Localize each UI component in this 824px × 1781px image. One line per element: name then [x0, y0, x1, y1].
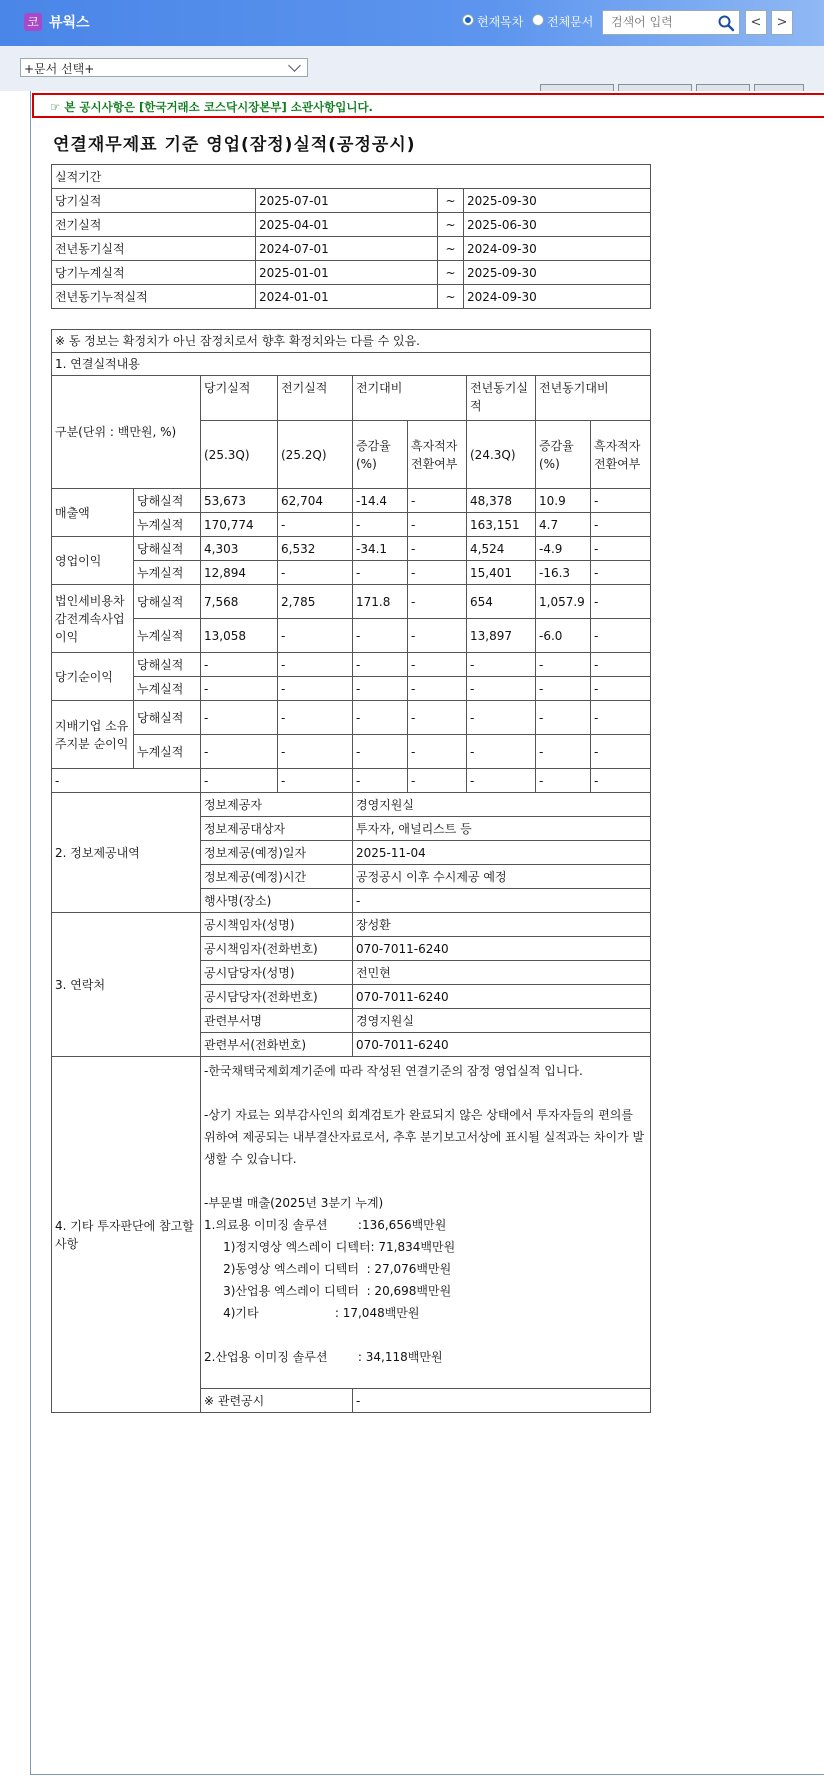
period-table-header: 실적기간: [52, 165, 651, 189]
app-title: 뷰웍스: [49, 15, 90, 31]
scope-current-radio[interactable]: [462, 14, 474, 26]
table-row: 당기순이익 당해실적 - - - - - - -: [52, 653, 651, 677]
page-title: 연결재무제표 기준 영업(잠정)실적(공정공시): [53, 135, 416, 155]
table-row: [52, 1057, 651, 1389]
scope-current-label[interactable]: 현재목차: [477, 15, 524, 29]
unit-header: 구분(단위 : 백만원, %): [52, 376, 201, 489]
table-row: 전기실적 2025-04-01 ~ 2025-06-30: [52, 213, 651, 237]
app-logo-icon: 코: [24, 13, 42, 31]
top-bar: [0, 0, 824, 46]
notice-banner: [32, 93, 824, 118]
table-row: 관련부서(전화번호) 070-7011-6240: [52, 1033, 651, 1057]
table-row: 누계실적 - - - - - - -: [52, 735, 651, 769]
scope-all-label[interactable]: 전체문서: [547, 15, 594, 29]
notice-text: ☞ 본 공시사항은 [한국거래소 코스닥시장본부] 소관사항입니다.: [50, 100, 373, 114]
table-row: 전년동기누적실적 2024-01-01 ~ 2024-09-30: [52, 285, 651, 309]
table-row: 2. 정보제공내역 정보제공자 경영지원실: [52, 793, 651, 817]
table-row: 공시담당자(전화번호) 070-7011-6240: [52, 985, 651, 1009]
disclaimer: ※ 동 정보는 확정치가 아닌 잠정치로서 향후 확정치와는 다를 수 있음.: [52, 330, 651, 353]
table-row: 당기실적 2025-07-01 ~ 2025-09-30: [52, 189, 651, 213]
table-row: 매출액 당해실적 53,673 62,704 -14.4 - 48,378 10.9 -: [52, 489, 651, 513]
results-table: ※ 동 정보는 확정치가 아닌 잠정치로서 향후 확정치와는 다를 수 있음. 1. 연결실적내용 구분(단위 : 백만원, %) 당기실적 전기실적 전기대비 전년동기실적 전년동기대비 (25.3Q) (25.2Q) 증감율(%) 흑자적자전환여부 (24.3Q) 증감율(%) 흑자적자전환여부 매출액 당해실적 53,673 62,704 -14.4 - 48,378 10.9 - 누계실적 170,774 - - - 163,151 4.7 - 영업이익 당해실적 4,303 6,532 -34.1 - 4,524 -4.9 - 누계실적 12,894 - - - 15,401 -16.3 - 법인세비용차감전계속사업이익 당해실적 7,568 2,785 171.8 - 654 1,057.9 - 누계실적 13,058 - - - 13,897 -6.0 - 당기순이익 당해실적 - - - - - - - 누계실적 - - - - - - - 지배기업 소유주지분 순이익 당해실적 - - - - - - - 누계실적 - - - - - - - - - - - - - - - 2. 정보제공내역 정보제공자 경영지원실 정보제공대상자 투자자, 애널리스트 등 정보제공(예정)일자 2025-11-04 정보제공(예정)시간 공정공시 이후 수시제공 예정 행사명(장소) - 3. 연락처 공시책임자(성명) 장성환 공시책임자(전화번호) 070-7011-6240 공시담당자(성명) 전민현 공시담당자(전화번호) 070-7011-6240 관련부서명 경영지원실 관련부서(전화번호) 070-7011-6240 4. 기타 투자판단에 참고할 사항 -한국채택국제회계기준에 따라 작성된 연결기준의 잠정 영업실적 입니다. -상기 자료는 외부감사인의 회계검토가 완료되지 않은 상태에서 투자자들의 편의를 위하여 제공되는 내부결산자료로서, 추후 분기보고서상에 표시될 실적과는 차이가 발생할 수 있습니다. -부문별 매출(2025년 3분기 누계) 1.의료용 이미징 솔루션 :136,656백만원 1)정지영상 엑스레이 디텍터: 71,834백만원 2)동영상 엑스레이 디텍터 : 27,076백만원 3)산업용 엑스레이 디텍터 : 20,698백만원 4)기타 : 17,048백만원 2.산업용 이미징 솔루션 : 34,118백만원 ※ 관련공시 -: [51, 329, 651, 1413]
table-row: - - - - - - - -: [52, 769, 651, 793]
table-row: 행사명(장소) -: [52, 889, 651, 913]
table-row: 누계실적 13,058 - - - 13,897 -6.0 -: [52, 619, 651, 653]
scope-all-radio[interactable]: [532, 14, 544, 26]
table-row: 영업이익 당해실적 4,303 6,532 -34.1 - 4,524 -4.9 -: [52, 537, 651, 561]
table-row: 공시담당자(성명) 전민현: [52, 961, 651, 985]
table-row: 정보제공대상자 투자자, 애널리스트 등: [52, 817, 651, 841]
table-row: 지배기업 소유주지분 순이익 당해실적 - - - - - - -: [52, 701, 651, 735]
document-select-value: +문서 선택+: [24, 62, 95, 76]
period-table: [51, 164, 651, 309]
table-row: 공시책임자(전화번호) 070-7011-6240: [52, 937, 651, 961]
search-input[interactable]: [609, 14, 713, 30]
table-row: 관련부서명 경영지원실: [52, 1009, 651, 1033]
table-row: 누계실적 12,894 - - - 15,401 -16.3 -: [52, 561, 651, 585]
search-box[interactable]: [602, 10, 740, 35]
section-4-text: -한국채택국제회계기준에 따라 작성된 연결기준의 잠정 영업실적 입니다. -상기 자료는 외부감사인의 회계검토가 완료되지 않은 상태에서 투자자들의 편의를 위하여 제공되는 내부결산자료로서, 추후 분기보고서상에 표시될 실적과는 차이가 발생할 수 있습니다. -부문별 매출(2025년 3분기 누계) 1.의료용 이미징 솔루션 :136,656백만원 1)정지영상 엑스레이 디텍터: 71,834백만원 2)동영상 엑스레이 디텍터 : 27,076백만원 3)산업용 엑스레이 디텍터 : 20,698백만원 4)기타 : 17,048백만원 2.산업용 이미징 솔루션 : 34,118백만원: [201, 1057, 651, 1389]
table-row: 3. 연락처 공시책임자(성명) 장성환: [52, 913, 651, 937]
table-row: 법인세비용차감전계속사업이익 당해실적 7,568 2,785 171.8 - 654 1,057.9 -: [52, 585, 651, 619]
related-value: -: [353, 1389, 651, 1413]
document-select[interactable]: [20, 58, 308, 77]
section-2-title: 2. 정보제공내역: [52, 793, 201, 913]
table-row: 전년동기실적 2024-07-01 ~ 2024-09-30: [52, 237, 651, 261]
table-row: 누계실적 - - - - - - -: [52, 677, 651, 701]
section-4-title: 4. 기타 투자판단에 참고할 사항: [52, 1057, 201, 1413]
related-label: ※ 관련공시: [201, 1389, 353, 1413]
next-result-button[interactable]: >: [771, 10, 793, 35]
table-row: 정보제공(예정)일자 2025-11-04: [52, 841, 651, 865]
table-row: 당기누계실적 2025-01-01 ~ 2025-09-30: [52, 261, 651, 285]
table-row: 정보제공(예정)시간 공정공시 이후 수시제공 예정: [52, 865, 651, 889]
section-1-title: 1. 연결실적내용: [52, 353, 651, 376]
search-icon[interactable]: [717, 14, 735, 32]
table-row: 누계실적 170,774 - - - 163,151 4.7 -: [52, 513, 651, 537]
prev-result-button[interactable]: <: [745, 10, 767, 35]
section-3-title: 3. 연락처: [52, 913, 201, 1057]
chevron-down-icon: [288, 59, 301, 72]
